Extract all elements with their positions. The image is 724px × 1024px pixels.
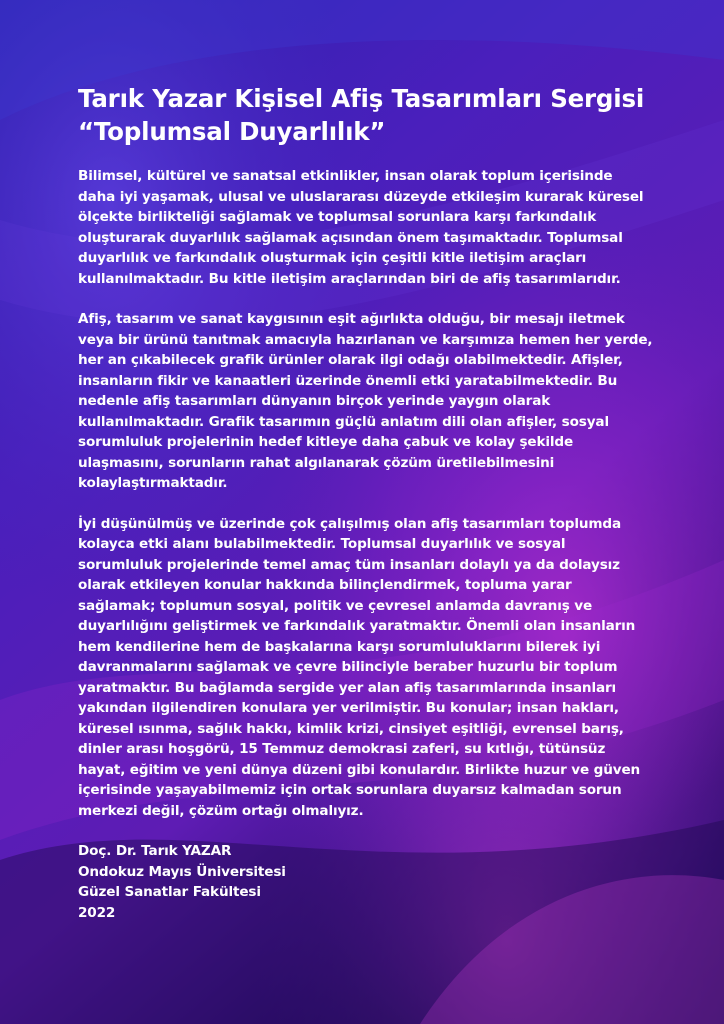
signature-year: 2022 [78, 904, 116, 921]
title-line-2: “Toplumsal Duyarlılık” [78, 117, 386, 146]
paragraph-1 [78, 166, 698, 289]
text-line: yakından ilgilendiren konulara yer verilmiştir. Bu konular; insan hakları, [78, 700, 619, 716]
signature-block [78, 841, 698, 923]
text-line: sorumluluk projelerinin hedef kitleye daha çabuk ve kolay şekilde [78, 434, 574, 450]
text-line: Bilimsel, kültürel ve sanatsal etkinlikler, insan olarak toplum içerisinde [78, 168, 613, 184]
text-line: kullanılmaktadır. Grafik tasarımın güçlü anlatım dili olan afişler, sosyal [78, 413, 609, 430]
text-line: sağlamak; toplumun sosyal, politik ve çevresel anlamda davranış ve [78, 597, 593, 614]
text-line: İyi düşünülmüş ve üzerinde çok çalışılmış olan afiş tasarımları toplumda [78, 515, 622, 532]
text-line: duyarlılık ve farkındalık oluşturmak için çeşitli kitle iletişim araçları [78, 250, 587, 266]
text-line: yaratmaktır. Bu bağlamda sergide yer alan afiş tasarımlarında insanları [78, 679, 617, 696]
text-line: dinler arası hoşgörü, 15 Temmuz demokrasi zaferi, su kıtlığı, tütünsüz [78, 741, 606, 757]
text-line: davranmalarını sağlamak ve çevre bilinciyle beraber huzurlu bir toplum [78, 659, 618, 675]
signature-faculty: Güzel Sanatlar Fakültesi [78, 884, 261, 900]
title-line-1: Tarık Yazar Kişisel Afiş Tasarımları Sergisi [78, 84, 645, 113]
text-line: içerisinde yaşayabilmemiz için ortak sorunlara duyarsız kalmadan sorun [78, 782, 622, 798]
text-line: hayat, eğitim ve yeni dünya düzeni gibi konulardır. Birlikte huzur ve güven [78, 761, 641, 778]
signature-university: Ondokuz Mayıs Üniversitesi [78, 863, 286, 880]
text-line: ölçekte birlikteliği sağlamak ve toplumsal sorunlara karşı farkındalık [78, 209, 597, 225]
document-body [78, 82, 698, 923]
text-line: insanların fikir ve kanaatleri üzerinde önemli etki yaratabilmektedir. Bu [78, 372, 618, 389]
text-line: daha iyi yaşamak, ulusal ve uluslararası düzeyde etkileşim kurarak küresel [78, 188, 644, 205]
text-line: kolayca etki alanı bulabilmektedir. Toplumsal duyarlılık ve sosyal [78, 536, 566, 552]
paragraph-2 [78, 309, 698, 494]
paragraph-3 [78, 514, 698, 822]
document-title [78, 82, 698, 148]
text-line: küresel ısınma, sağlık hakkı, kimlik krizi, cinsiyet eşitliği, evrensel barış, [78, 720, 624, 737]
text-line: Afiş, tasarım ve sanat kaygısının eşit ağırlıkta olduğu, bir mesajı iletmek [78, 311, 625, 327]
text-line: sorumluluk projelerinde temel amaç tüm insanları dolaylı ya da dolaysız [78, 556, 620, 573]
text-line: her an çıkabilecek grafik ürünler olarak ilgi odağı olabilmektedir. Afişler, [78, 352, 623, 368]
signature-name: Doç. Dr. Tarık YAZAR [78, 843, 232, 859]
text-line: duyarlılığını geliştirmek ve farkındalık yaratmaktır. Önemli olan insanların [78, 618, 636, 634]
text-line: merkezi değil, çözüm ortağı olmalıyız. [78, 802, 364, 819]
text-line: olarak etkileyen konular hakkında bilinçlendirmek, topluma yarar [78, 577, 572, 593]
text-line: veya bir ürünü tanıtmak amacıyla hazırlanan ve karşımıza hemen her yerde, [78, 331, 653, 348]
text-line: kolaylaştırmaktadır. [78, 475, 228, 491]
text-line: hem kendilerine hem de başkalarına karşı sorumluluklarını bilerek iyi [78, 638, 601, 655]
text-line: ulaşmasını, sorunların rahat algılanarak çözüm üretilebilmesini [78, 454, 555, 471]
text-line: nedenle afiş tasarımları dünyanın birçok yerinde yaygın olarak [78, 393, 551, 409]
text-line: kullanılmaktadır. Bu kitle iletişim araçlarından biri de afiş tasarımlarıdır. [78, 270, 621, 287]
text-line: oluşturarak duyarlılık sağlamak açısından önem taşımaktadır. Toplumsal [78, 229, 623, 246]
